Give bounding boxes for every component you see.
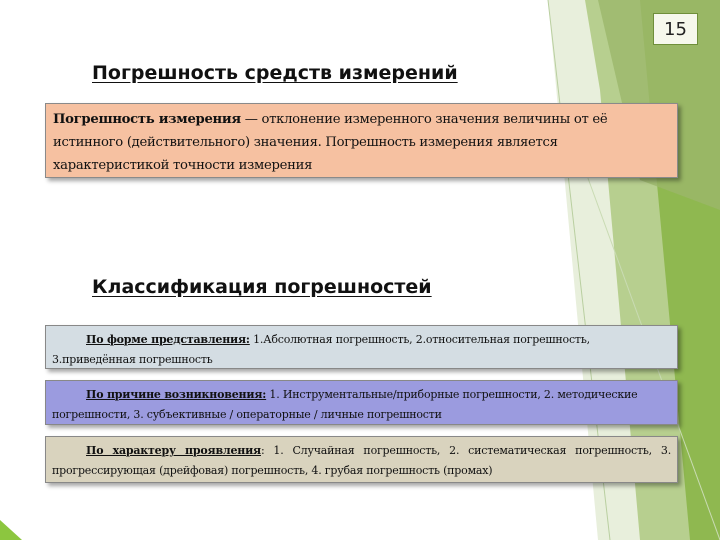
classification-text: 1. Инструментальные/приборные погрешности, 2. методические погрешности, 3. субъективные / операторные / личные погрешности	[52, 388, 638, 421]
definition-text: — отклонение измеренного значения величины от её истинного (действительного) значения. Погрешность измерения является характеристикой точности измерения	[53, 112, 608, 173]
classification-box-cause	[45, 380, 678, 425]
classification-lead: По характеру проявления	[86, 444, 261, 457]
page-title: Погрешность средств измерений	[92, 62, 458, 84]
page-number: 15	[653, 13, 698, 45]
definition-term: Погрешность измерения	[53, 112, 241, 127]
classification-title: Классификация погрешностей	[92, 276, 432, 298]
classification-lead: По причине возникновения:	[86, 388, 267, 401]
corner-triangle	[0, 520, 22, 540]
definition-box	[45, 103, 678, 178]
classification-text: : 1. Случайная погрешность, 2. систематическая погрешность, 3. прогрессирующая (дрейфовая) погрешность, 4. грубая погрешность (промах)	[52, 444, 671, 477]
classification-box-form	[45, 325, 678, 369]
classification-box-nature	[45, 436, 678, 483]
classification-lead: По форме представления:	[86, 333, 250, 346]
classification-text: 1.Абсолютная погрешность, 2.относительная погрешность, 3.приведённая погрешность	[52, 333, 590, 366]
